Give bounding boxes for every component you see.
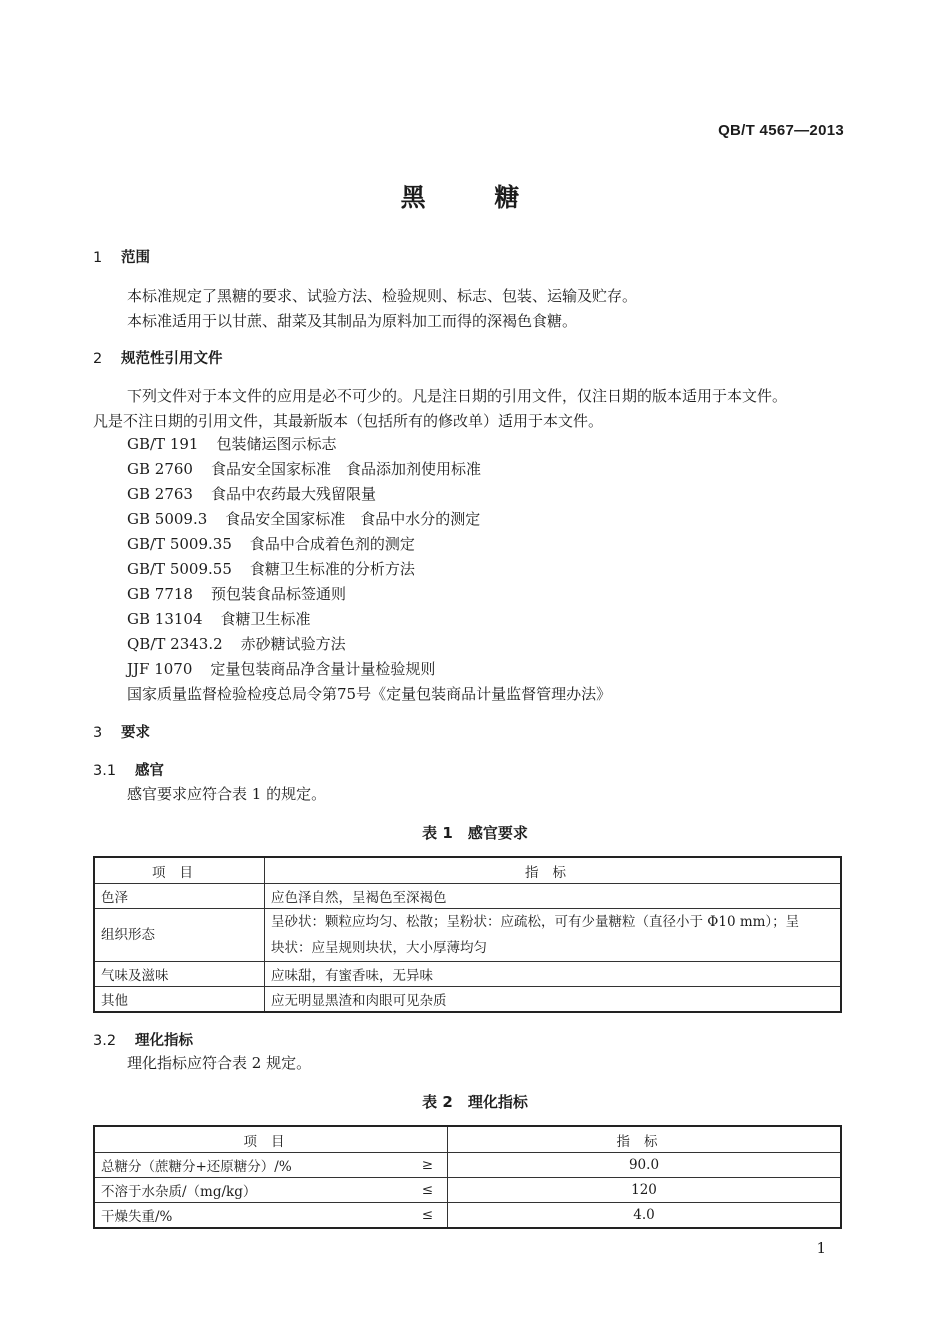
section-1-heading — [93, 246, 150, 267]
paragraph: 感官要求应符合表 1 的规定。 — [127, 785, 327, 803]
section-number: 3.1 — [93, 763, 117, 779]
paragraph: 本标准规定了黑糖的要求、试验方法、检验规则、标志、包装、运输及贮存。 — [127, 287, 638, 305]
reference-title: 包装储运图示标志 — [216, 435, 337, 453]
table-cell: 4.0 — [448, 1203, 842, 1229]
reference-item — [127, 558, 415, 579]
reference-code: GB/T 191 — [127, 435, 199, 453]
standard-id: QB/T 4567—2013 — [718, 122, 844, 139]
reference-title: 食糖卫生标准的分析方法 — [249, 560, 415, 578]
reference-item — [127, 583, 346, 604]
paragraph: 理化指标应符合表 2 规定。 — [127, 1054, 312, 1072]
operator-cell: ≤ — [397, 1178, 448, 1203]
reference-item — [127, 433, 336, 454]
reference-item — [127, 608, 311, 629]
table-1-caption: 表 1 感官要求 — [422, 824, 528, 842]
cell-line: 呈砂状：颗粒应均匀、松散；呈粉状：应疏松，可有少量糖粒（直径小于 Φ10 mm）；呈 — [271, 914, 800, 930]
reference-title: 定量包装商品净含量计量检验规则 — [210, 660, 436, 678]
table-cell: 应色泽自然，呈褐色至深褐色 — [265, 884, 842, 909]
table-cell: 不溶于水杂质/（mg/kg） — [94, 1178, 397, 1203]
table-cell: 应味甜，有蜜香味，无异味 — [265, 962, 842, 987]
paragraph: 凡是不注日期的引用文件，其最新版本（包括所有的修改单）适用于本文件。 — [93, 412, 604, 430]
table-2-caption: 表 2 理化指标 — [422, 1093, 528, 1111]
table-cell: 应无明显黑渣和肉眼可见杂质 — [265, 987, 842, 1013]
table-cell: 120 — [448, 1178, 842, 1203]
operator-cell: ≥ — [397, 1153, 448, 1178]
reference-item: 国家质量监督检验检疫总局令第75号《定量包装商品计量监督管理办法》 — [127, 685, 612, 703]
subsection-3-1-heading — [93, 759, 164, 780]
section-title: 要求 — [121, 725, 150, 741]
reference-code: GB 2760 — [127, 460, 193, 478]
column-header: 指标 — [448, 1126, 842, 1153]
document-title: 黑 糖 — [400, 183, 550, 212]
reference-code: QB/T 2343.2 — [127, 635, 223, 653]
reference-title: 食糖卫生标准 — [220, 610, 311, 628]
reference-code: GB 7718 — [127, 585, 193, 603]
column-header: 指标 — [265, 857, 842, 884]
operator-cell: ≤ — [397, 1203, 448, 1229]
reference-code: GB 5009.3 — [127, 510, 208, 528]
reference-title: 赤砂糖试验方法 — [240, 635, 346, 653]
table-row — [94, 987, 841, 1013]
table-row — [94, 884, 841, 909]
section-title: 感官 — [135, 763, 164, 779]
sensory-requirements-table — [93, 856, 842, 1013]
reference-item — [127, 458, 481, 479]
reference-title: 食品中合成着色剂的测定 — [249, 535, 415, 553]
column-header: 项目 — [94, 857, 265, 884]
cell-line: 块状：应呈规则块状，大小厚薄均匀 — [271, 940, 487, 956]
table-cell: 组织形态 — [94, 909, 265, 962]
table-cell: 其他 — [94, 987, 265, 1013]
paragraph: 下列文件对于本文件的应用是必不可少的。凡是注日期的引用文件，仅注日期的版本适用于本文件。 — [127, 387, 788, 405]
reference-item — [127, 483, 376, 504]
section-2-heading — [93, 347, 223, 368]
table-row — [94, 1178, 841, 1203]
table-cell: 90.0 — [448, 1153, 842, 1178]
section-3-heading — [93, 721, 150, 742]
reference-item — [127, 633, 346, 654]
section-title: 范围 — [121, 250, 150, 266]
paragraph: 本标准适用于以甘蔗、甜菜及其制品为原料加工而得的深褐色食糖。 — [127, 312, 578, 330]
table-cell — [265, 909, 842, 962]
table-row — [94, 1153, 841, 1178]
table-cell: 气味及滋味 — [94, 962, 265, 987]
section-number: 3 — [93, 725, 103, 741]
section-number: 3.2 — [93, 1033, 117, 1049]
section-title: 理化指标 — [135, 1033, 193, 1049]
page-number: 1 — [816, 1239, 826, 1257]
table-row — [94, 962, 841, 987]
table-row — [94, 1203, 841, 1229]
reference-code: GB/T 5009.55 — [127, 560, 232, 578]
table-cell: 色泽 — [94, 884, 265, 909]
reference-code: JJF 1070 — [127, 660, 193, 678]
reference-code: GB 2763 — [127, 485, 193, 503]
section-title: 规范性引用文件 — [121, 351, 223, 367]
section-number: 1 — [93, 250, 103, 266]
reference-item — [127, 508, 480, 529]
table-header-row — [94, 1126, 841, 1153]
table-cell: 干燥失重/% — [94, 1203, 397, 1229]
physicochemical-table — [93, 1125, 842, 1229]
reference-title: 预包装食品标签通则 — [210, 585, 346, 603]
subsection-3-2-heading — [93, 1029, 193, 1050]
table-cell: 总糖分（蔗糖分+还原糖分）/% — [94, 1153, 397, 1178]
reference-title: 食品安全国家标准 食品添加剂使用标准 — [210, 460, 481, 478]
section-number: 2 — [93, 351, 103, 367]
column-header: 项目 — [94, 1126, 448, 1153]
reference-item — [127, 533, 415, 554]
reference-code: GB 13104 — [127, 610, 203, 628]
reference-item — [127, 658, 435, 679]
reference-title: 食品中农药最大残留限量 — [210, 485, 376, 503]
reference-title: 食品安全国家标准 食品中水分的测定 — [225, 510, 481, 528]
table-row — [94, 909, 841, 962]
table-header-row — [94, 857, 841, 884]
reference-code: GB/T 5009.35 — [127, 535, 232, 553]
